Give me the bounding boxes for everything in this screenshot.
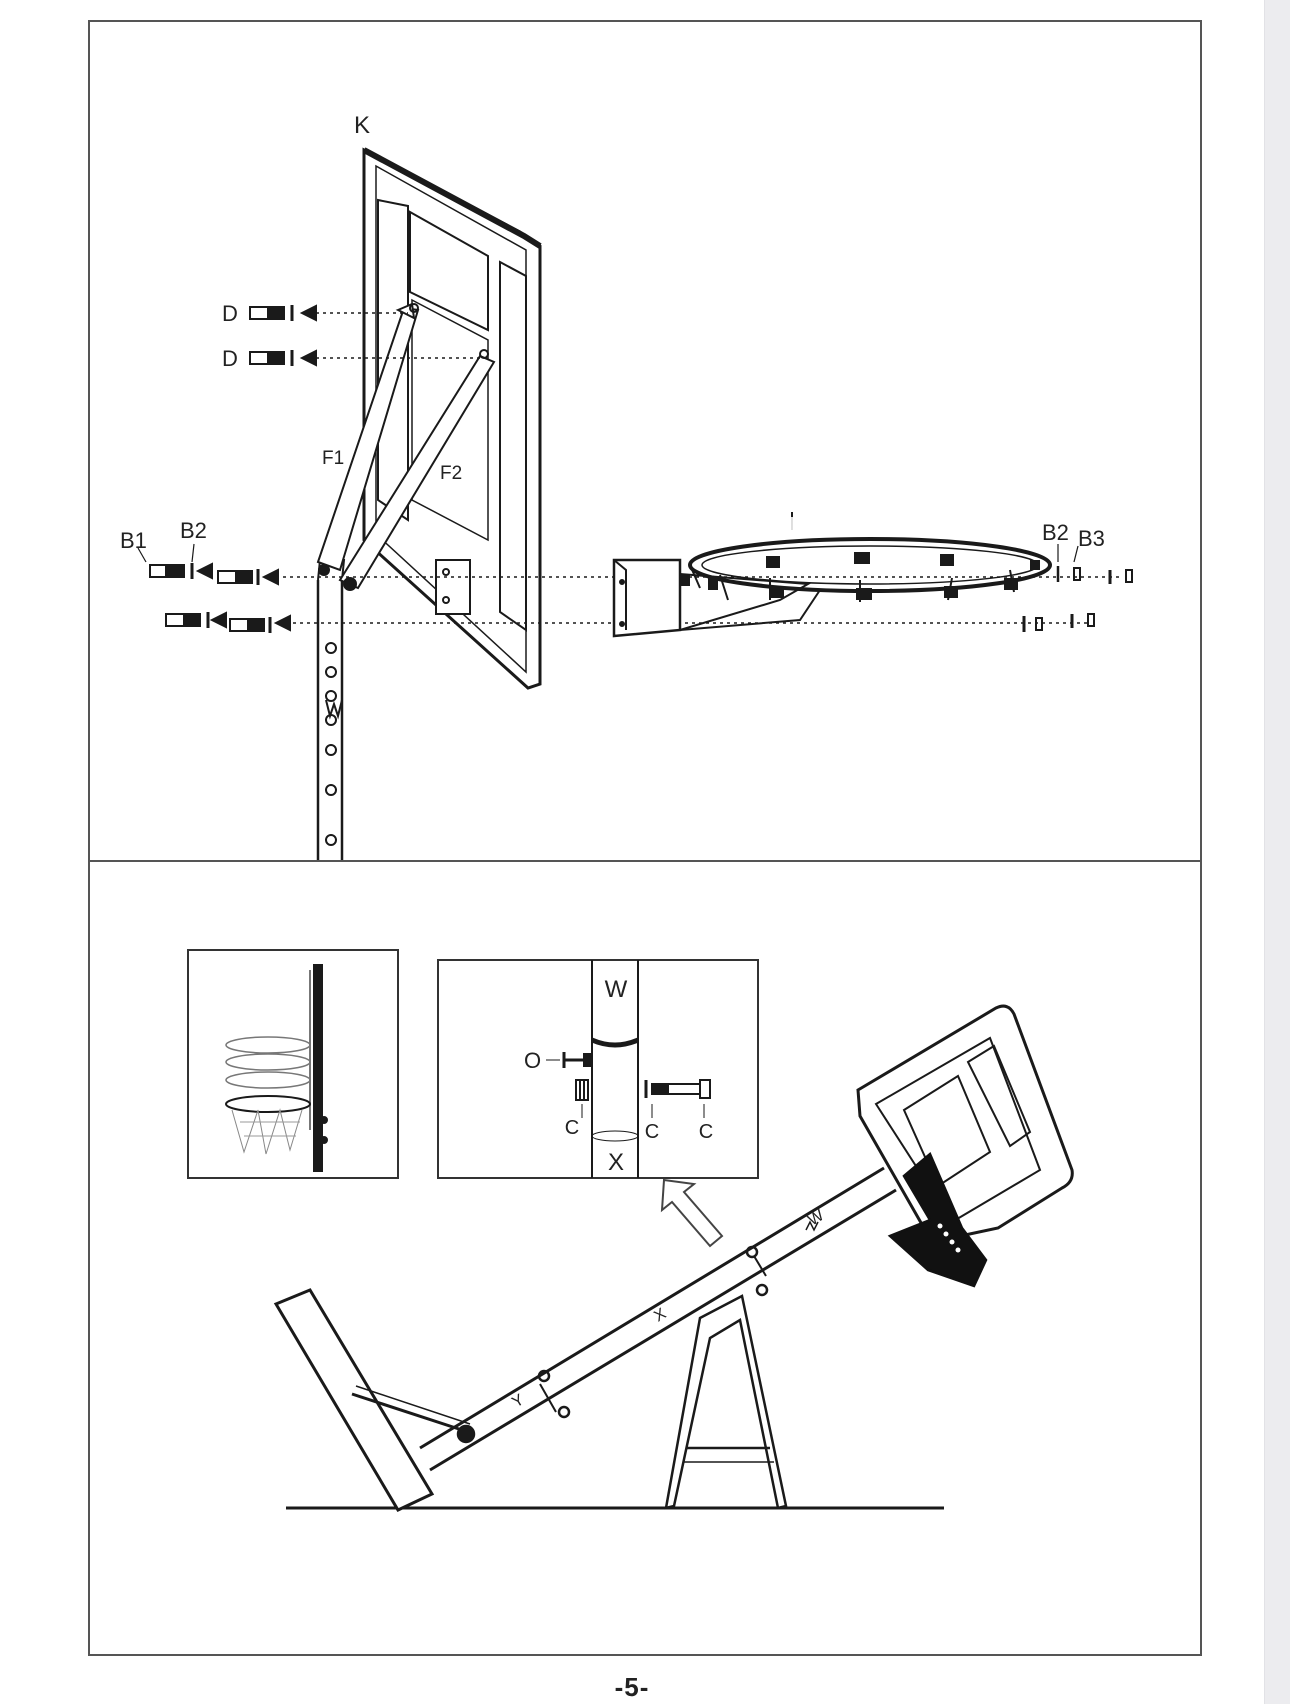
main-label-x: X [651, 1305, 670, 1326]
bolt-b2-b3-right [1024, 566, 1132, 632]
label-bolt-b1: B1 [120, 528, 147, 553]
page-number: -5- [614, 1672, 650, 1702]
top-panel-labels [120, 112, 1105, 553]
label-bolt-d-upper: D [222, 301, 238, 326]
inset-label-c-mid: C [644, 1121, 660, 1143]
main-illustration [276, 1006, 1072, 1510]
inset-label-c-left: C [564, 1117, 580, 1139]
inset-pole-joint [438, 960, 758, 1178]
base [276, 1290, 474, 1510]
inset-rim-heights [188, 950, 398, 1178]
main-label-y: Y [509, 1391, 528, 1412]
main-label-w: W [805, 1207, 828, 1230]
inset-label-x: X [607, 1149, 625, 1176]
rim-assembly [614, 539, 1050, 636]
label-bolt-d-lower: D [222, 346, 238, 371]
label-bolt-b2-right: B2 [1042, 520, 1069, 545]
label-brace-f2: F2 [440, 463, 463, 484]
label-bolt-b3: B3 [1078, 526, 1105, 551]
viewer-scroll-gutter [1264, 0, 1290, 1704]
inset-label-w: W [604, 976, 628, 1003]
inset-label-o: O [524, 1048, 542, 1073]
label-rim: I [789, 514, 795, 534]
label-bolt-b2-left: B2 [180, 518, 207, 543]
sawhorse [666, 1296, 786, 1508]
bolt-b1-upper [150, 563, 278, 585]
top-panel [138, 150, 1132, 860]
main-backboard [858, 1006, 1072, 1242]
bolt-d-lower [250, 350, 316, 366]
label-brace-f1: F1 [322, 448, 345, 469]
main-illustration-labels [509, 1207, 827, 1412]
inset-label-c-right: C [698, 1121, 714, 1143]
inset-nut-left [576, 1080, 588, 1100]
label-backboard: K [353, 112, 371, 139]
bolt-d-upper [250, 305, 316, 321]
inset-bolt-o [546, 1052, 592, 1068]
inset-labels [524, 976, 713, 1176]
callout-arrow [662, 1180, 722, 1246]
inset-bolt-right [646, 1080, 710, 1098]
bolt-b1-lower [166, 612, 290, 633]
